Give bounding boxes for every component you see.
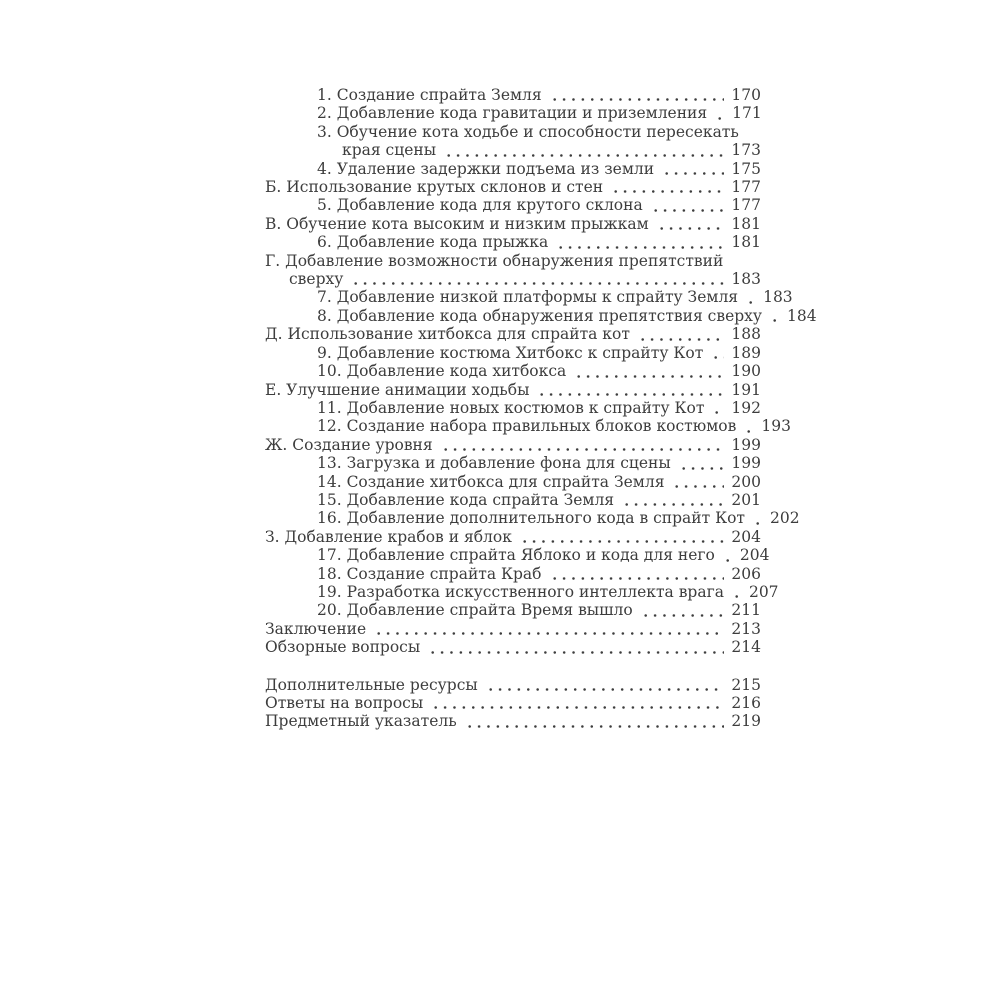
page-number: 184 <box>787 306 817 325</box>
toc-row <box>265 694 761 712</box>
dot-leader <box>651 196 725 214</box>
toc-row <box>265 676 761 694</box>
toc-entry-text: 15. Добавление кода спрайта Земля <box>317 490 615 509</box>
page-number: 177 <box>731 178 761 197</box>
dot-leader <box>428 638 724 656</box>
page-number: 170 <box>731 86 761 104</box>
toc-entry-text: Обзорные вопросы <box>265 638 421 657</box>
page-number: 215 <box>731 675 761 694</box>
toc-entry-text: 9. Добавление костюма Хитбокс к спрайту Кот <box>317 343 704 362</box>
page-number: 183 <box>731 270 761 289</box>
dot-leader <box>679 454 725 472</box>
toc-entry-text: 16. Добавление дополнительного кода в спрайт Кот <box>317 509 746 528</box>
dot-leader <box>465 712 725 730</box>
page-number: 171 <box>732 104 762 123</box>
page-number: 188 <box>731 325 761 344</box>
dot-leader <box>712 399 724 417</box>
dot-leader <box>638 325 725 343</box>
toc-row <box>265 601 761 619</box>
dot-leader <box>574 362 724 380</box>
page-number: 183 <box>763 288 793 307</box>
toc-entry-text: Б. Использование крутых склонов и стен <box>265 178 604 197</box>
toc-entry-text: 4. Удаление задержки подъема из земли <box>317 159 655 178</box>
toc-row <box>265 215 761 233</box>
toc-row <box>265 252 761 270</box>
toc-entry-text: Дополнительные ресурсы <box>265 675 478 694</box>
toc-row <box>265 638 761 656</box>
toc-row <box>265 436 761 454</box>
dot-leader <box>723 546 733 564</box>
page-number: 173 <box>731 141 761 160</box>
page-number: 207 <box>748 582 779 601</box>
page-number: 199 <box>731 435 761 454</box>
dot-leader <box>550 565 725 583</box>
page-number: 190 <box>731 362 761 381</box>
toc-row <box>265 344 761 362</box>
toc-entry-text: 7. Добавление низкой платформы к спрайту Земля <box>317 288 739 307</box>
dot-leader <box>744 417 754 435</box>
toc-entry-text: 20. Добавление спрайта Время вышло <box>317 601 633 620</box>
page-number: 177 <box>731 196 761 215</box>
page-number: 202 <box>770 509 800 528</box>
dot-leader <box>622 491 724 509</box>
dot-leader <box>550 86 725 104</box>
toc-row <box>265 123 761 141</box>
dot-leader <box>715 104 725 122</box>
dot-leader <box>444 141 724 159</box>
table-of-contents <box>265 86 817 731</box>
toc-row <box>265 196 761 214</box>
toc-row <box>265 288 793 307</box>
dot-leader <box>520 528 724 546</box>
page-number: 191 <box>731 380 761 399</box>
page-number: 216 <box>731 694 761 712</box>
toc-entry-text: В. Обучение кота высоким и низким прыжкам <box>265 214 649 233</box>
toc-entry-text: Г. Добавление возможности обнаружения препятствий <box>265 251 724 270</box>
toc-row <box>265 270 761 288</box>
toc-row <box>265 325 761 343</box>
dot-leader <box>537 381 724 399</box>
toc-entry-text: 1. Создание спрайта Земля <box>317 86 542 104</box>
toc-row <box>265 528 761 546</box>
dot-leader <box>770 307 780 325</box>
toc-row <box>265 178 761 196</box>
toc-entry-text: 11. Добавление новых костюмов к спрайту Кот <box>317 398 705 417</box>
toc-row <box>265 160 761 178</box>
toc-row <box>265 141 761 159</box>
toc-row <box>265 620 761 638</box>
dot-leader <box>441 436 725 454</box>
toc-row <box>265 399 761 417</box>
page-number: 213 <box>731 619 761 638</box>
page-number: 214 <box>731 638 761 657</box>
toc-row <box>265 417 791 436</box>
page-number: 189 <box>731 343 761 362</box>
toc-entry-text: Ответы на вопросы <box>265 694 424 712</box>
dot-leader <box>351 270 724 288</box>
toc-entry-text: 6. Добавление кода прыжка <box>317 233 549 252</box>
toc-entry-text: 5. Добавление кода для крутого склона <box>317 196 643 215</box>
toc-entry-text: 13. Загрузка и добавление фона для сцены <box>317 454 671 473</box>
toc-entry-text: Предметный указатель <box>265 712 457 731</box>
toc-entry-text: З. Добавление крабов и яблок <box>265 527 512 546</box>
dot-leader <box>662 160 724 178</box>
toc-row <box>265 582 779 601</box>
toc-row <box>265 509 800 528</box>
page-number: 175 <box>731 159 761 178</box>
page-number: 181 <box>731 233 761 252</box>
toc-row <box>265 712 761 730</box>
dot-leader <box>374 620 724 638</box>
page-number: 181 <box>731 214 761 233</box>
toc-entry-text: края сцены <box>342 141 437 160</box>
page-number: 201 <box>731 490 761 509</box>
toc-entry-text: 19. Разработка искусственного интеллекта врага <box>317 582 724 601</box>
dot-leader <box>611 178 724 196</box>
toc-row <box>265 473 761 491</box>
toc-entry-text: 17. Добавление спрайта Яблоко и кода для него <box>317 546 715 565</box>
toc-entry-text: 18. Создание спрайта Краб <box>317 564 542 583</box>
toc-row <box>265 233 761 251</box>
page-number: 206 <box>731 564 761 583</box>
dot-leader <box>486 676 725 694</box>
page-number: 200 <box>731 472 761 491</box>
page-number: 204 <box>739 546 770 565</box>
page-number: 204 <box>731 527 761 546</box>
toc-row <box>265 546 770 565</box>
toc-entry-text: 3. Обучение кота ходьбе и способности пересекать <box>317 122 739 141</box>
dot-leader <box>657 215 725 233</box>
toc-entry-text: Заключение <box>265 619 367 638</box>
page-number: 193 <box>761 417 791 436</box>
dot-leader <box>556 233 724 251</box>
dot-leader <box>711 344 724 362</box>
toc-row <box>265 565 761 583</box>
toc-entry-text: Д. Использование хитбокса для спрайта кот <box>265 325 630 344</box>
toc-row <box>265 362 761 380</box>
toc-entry-text: сверху <box>289 270 344 289</box>
dot-leader <box>753 509 763 527</box>
page-number: 199 <box>731 454 761 473</box>
toc-entry-text: 12. Создание набора правильных блоков костюмов <box>317 417 737 436</box>
toc-row <box>265 454 761 472</box>
toc-row <box>265 104 761 122</box>
toc-entry-text: Ж. Создание уровня <box>265 435 433 454</box>
toc-entry-text: 2. Добавление кода гравитации и приземления <box>317 104 708 123</box>
page-number: 219 <box>731 712 761 731</box>
dot-leader <box>732 583 742 601</box>
dot-leader <box>672 473 724 491</box>
dot-leader <box>431 694 724 712</box>
page-number: 192 <box>731 398 761 417</box>
dot-leader <box>641 601 725 619</box>
toc-entry-text: 14. Создание хитбокса для спрайта Земля <box>317 472 665 491</box>
toc-entry-text: Е. Улучшение анимации ходьбы <box>265 380 530 399</box>
toc-entry-text: 10. Добавление кода хитбокса <box>317 362 567 381</box>
toc-entry-text: 8. Добавление кода обнаружения препятствия сверху <box>317 306 763 325</box>
toc-row <box>265 306 817 325</box>
toc-row <box>265 381 761 399</box>
toc-row <box>265 86 761 104</box>
toc-row <box>265 491 761 509</box>
page-number: 211 <box>731 601 761 620</box>
dot-leader <box>746 288 756 306</box>
